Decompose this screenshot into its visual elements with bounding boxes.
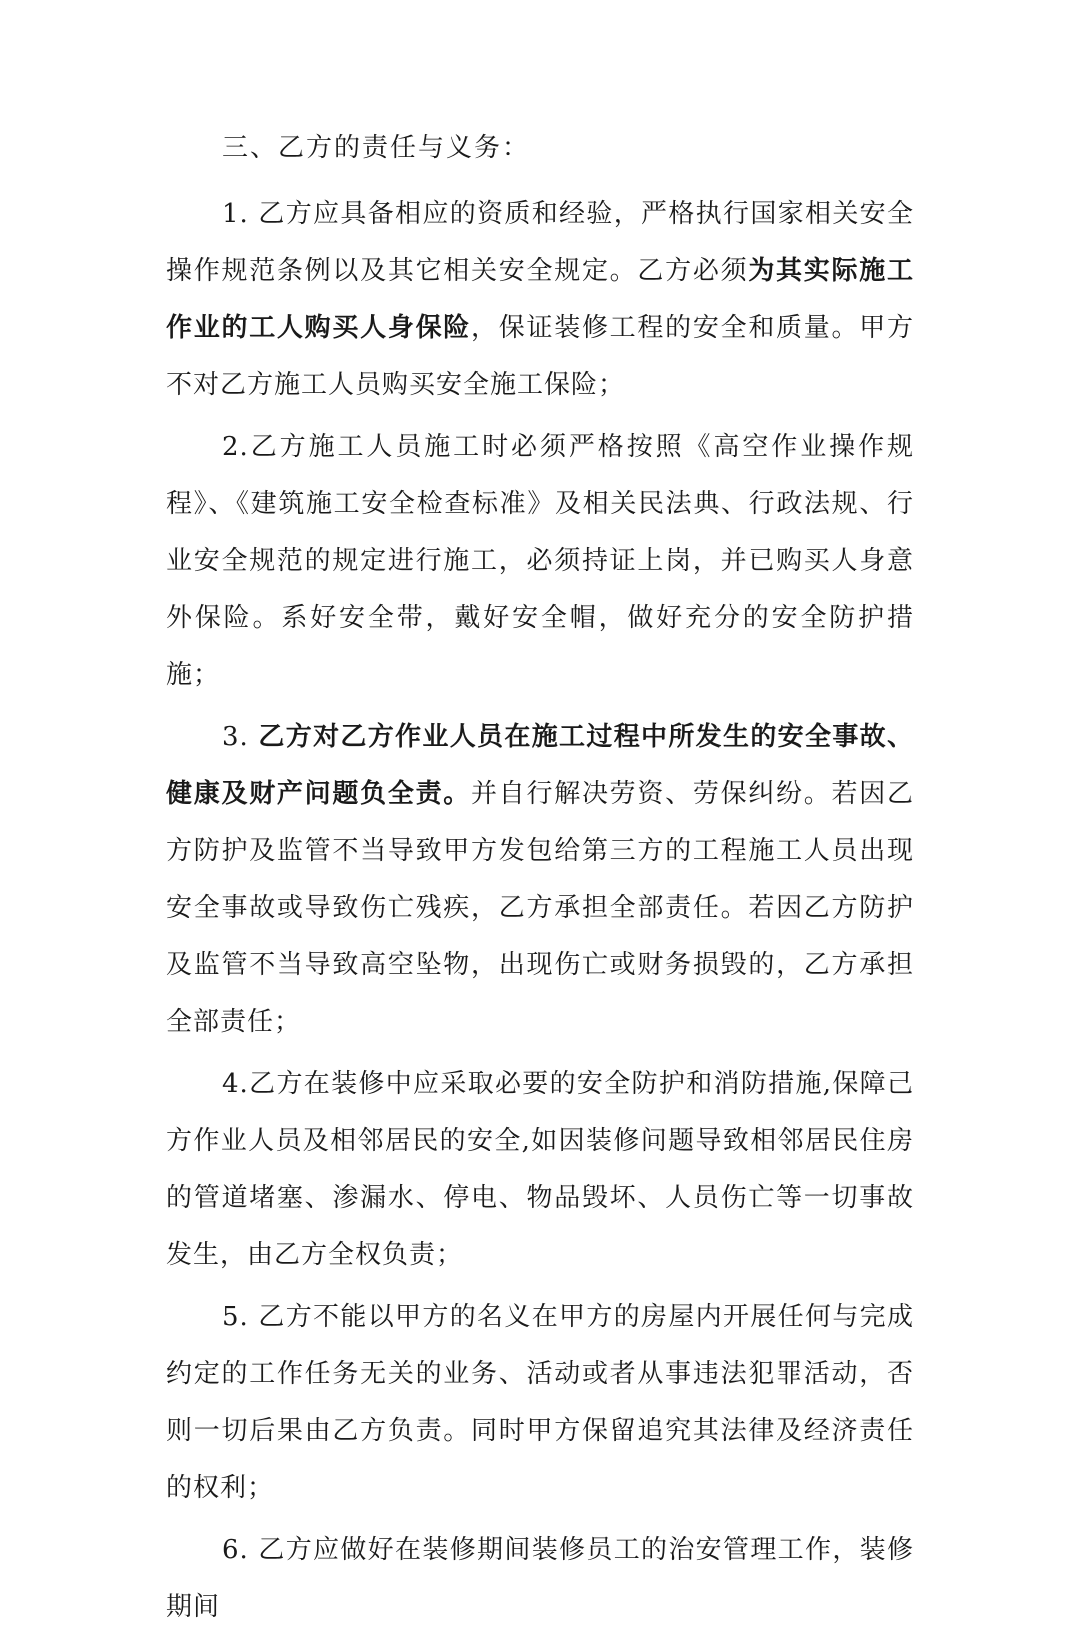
clause-1 <box>166 186 914 414</box>
clause-1-text-end: ，保证装修工程的安全和质量。甲方不对乙方施工人员购买安全施工保险； <box>166 313 914 400</box>
clause-4 <box>166 1056 914 1284</box>
clause-1-bold-text: 为其实际施工作业的工人购买人身保险 <box>166 256 914 343</box>
clause-3-number: 3. <box>222 722 259 752</box>
clause-1-text: 1. 乙方应具备相应的资质和经验，严格执行国家相关安全操作规范条例以及其它相关安全规定。乙方必须 <box>166 199 914 286</box>
section-title: 三、乙方的责任与义务： <box>222 133 531 163</box>
clause-3-text: 并自行解决劳资、劳保纠纷。若因乙方防护及监管不当导致甲方发包给第三方的工程施工人员出现安全事故或导致伤亡残疾，乙方承担全部责任。若因乙方防护及监管不当导致高空坠物，出现伤亡或财务损毁的，乙方承担全部责任； <box>166 779 914 1037</box>
clause-3 <box>166 709 914 1051</box>
clause-5-text: 5. 乙方不能以甲方的名义在甲方的房屋内开展任何与完成约定的工作任务无关的业务、活动或者从事违法犯罪活动，否则一切后果由乙方负责。同时甲方保留追究其法律及经济责任的权利； <box>166 1302 914 1503</box>
clause-6 <box>166 1522 914 1636</box>
clause-6-text: 6. 乙方应做好在装修期间装修员工的治安管理工作，装修期间 <box>166 1535 914 1622</box>
clause-2 <box>166 419 914 704</box>
clause-3-bold-text: 乙方对乙方作业人员在施工过程中所发生的安全事故、健康及财产问题负全责。 <box>166 722 914 809</box>
clause-2-text: 2.乙方施工人员施工时必须严格按照《高空作业操作规程》、《建筑施工安全检查标准》及相关民法典、行政法规、行业安全规范的规定进行施工，必须持证上岗，并已购买人身意外保险。系好安全带，戴好安全帽，做好充分的安全防护措施； <box>166 432 914 690</box>
clause-4-text: 4.乙方在装修中应采取必要的安全防护和消防措施,保障己方作业人员及相邻居民的安全,如因装修问题导致相邻居民住房的管道堵塞、渗漏水、停电、物品毁坏、人员伤亡等一切事故发生，由乙方全权负责； <box>166 1069 914 1270</box>
clause-5 <box>166 1289 914 1517</box>
